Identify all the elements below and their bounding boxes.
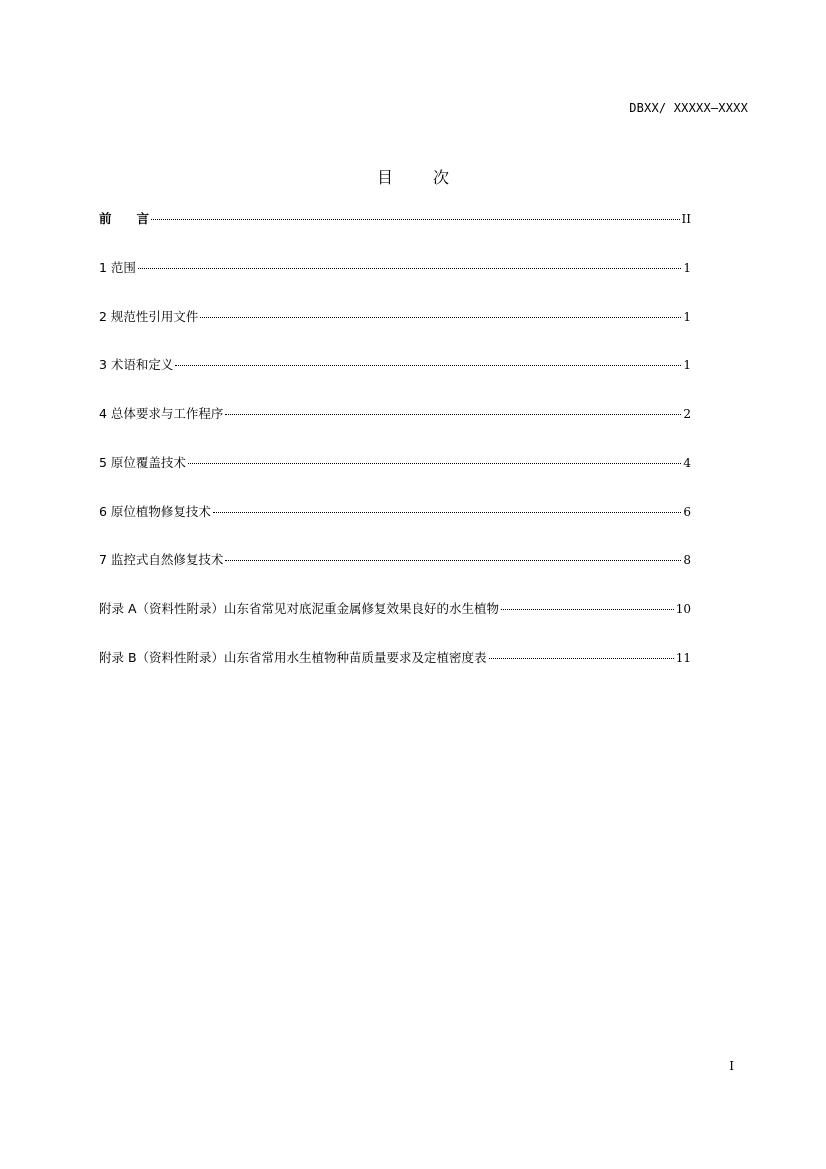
- toc-entry-general-requirements[interactable]: [99, 404, 691, 424]
- toc-page-number: 4: [683, 456, 691, 470]
- toc-leader: [213, 512, 681, 513]
- toc-entry-foreword[interactable]: [99, 209, 691, 229]
- toc-page-number: 1: [683, 310, 691, 324]
- toc-leader: [151, 219, 680, 220]
- toc-page-number: 1: [683, 358, 691, 372]
- toc-leader: [200, 317, 681, 318]
- toc-entry-label: 6 原位植物修复技术: [99, 504, 211, 519]
- toc-entry-natural-recovery[interactable]: [99, 550, 691, 570]
- toc-page-number: 8: [683, 553, 691, 567]
- toc-leader: [489, 658, 674, 659]
- toc-page-number: 11: [675, 651, 691, 665]
- toc-entry-label: 前 言: [99, 211, 150, 226]
- toc-title-char-2: 次: [433, 168, 450, 187]
- toc-leader: [501, 609, 674, 610]
- toc-entry-label: 1 范围: [99, 260, 136, 275]
- document-code: DBXX/ XXXXX—XXXX: [629, 101, 748, 115]
- toc-entry-normative-references[interactable]: [99, 307, 691, 327]
- toc-title-char-1: 目: [376, 168, 393, 187]
- toc-entry-scope[interactable]: [99, 258, 691, 278]
- toc-leader: [138, 268, 681, 269]
- toc-leader: [225, 560, 681, 561]
- toc-page-number: 6: [683, 505, 691, 519]
- toc-entry-terms-definitions[interactable]: [99, 355, 691, 375]
- toc-leader: [225, 414, 681, 415]
- toc-entry-appendix-b[interactable]: [99, 648, 691, 668]
- toc-entry-in-situ-capping[interactable]: [99, 453, 691, 473]
- toc-entry-label: 2 规范性引用文件: [99, 309, 199, 324]
- toc-entry-label: 3 术语和定义: [99, 357, 174, 372]
- toc-page-number: 2: [683, 407, 691, 421]
- toc-page-number: II: [681, 212, 691, 226]
- toc-entry-label: 7 监控式自然修复技术: [99, 552, 224, 567]
- toc-entry-label: 4 总体要求与工作程序: [99, 406, 224, 421]
- toc-leader: [188, 463, 681, 464]
- toc-entry-label: 附录 B（资料性附录）山东省常用水生植物种苗质量要求及定植密度表: [99, 650, 487, 665]
- toc-entry-phytoremediation[interactable]: [99, 502, 691, 522]
- toc-page-number: 1: [683, 261, 691, 275]
- toc-entry-appendix-a[interactable]: [99, 599, 691, 619]
- toc-page-number: 10: [675, 602, 691, 616]
- toc-leader: [175, 365, 681, 366]
- toc-title: [0, 165, 826, 188]
- toc-entry-label: 5 原位覆盖技术: [99, 455, 186, 470]
- page-number: I: [729, 1059, 734, 1073]
- toc-entry-label: 附录 A（资料性附录）山东省常见对底泥重金属修复效果良好的水生植物: [99, 601, 500, 616]
